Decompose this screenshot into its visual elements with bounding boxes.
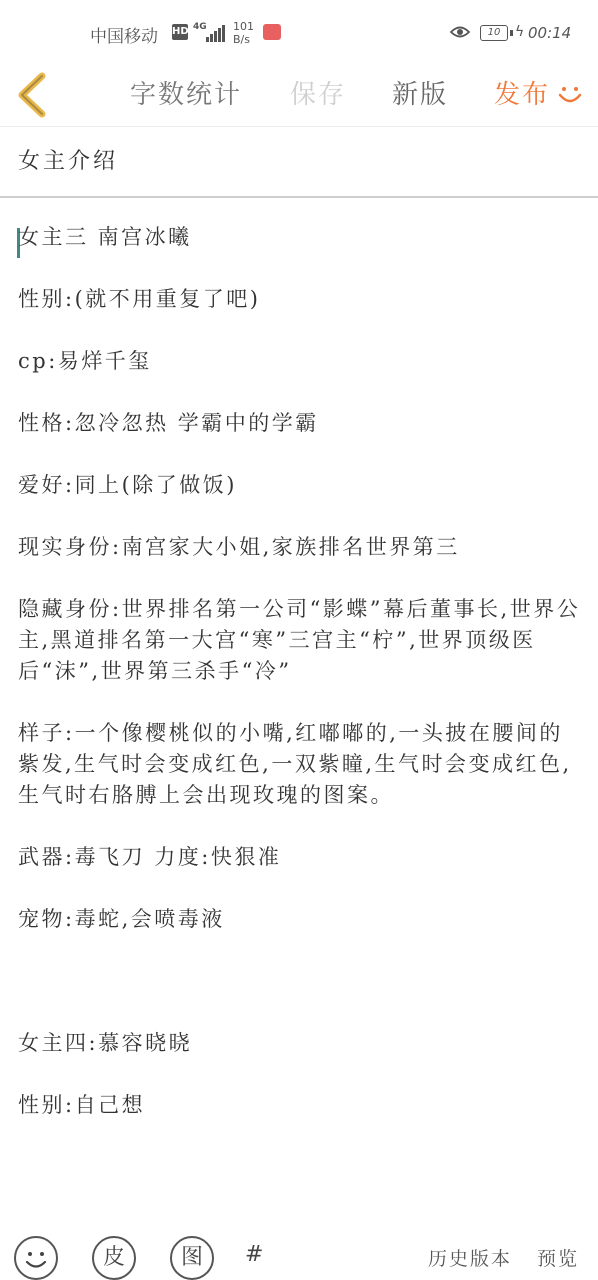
speed-value: 101	[233, 20, 254, 33]
body-line: 女主四:慕容晓晓	[18, 1031, 193, 1055]
emoji-icon[interactable]	[14, 1236, 58, 1280]
chapter-body-editor[interactable]	[18, 222, 584, 1121]
body-line: 样子:一个像樱桃似的小嘴,红嘟嘟的,一头披在腰间的紫发,生气时会变成红色,一双紫瞳,生气时会变成红色,生气时右胳膊上会出现玫瑰的图案。	[18, 721, 572, 807]
new-version-button[interactable]: 新版	[392, 80, 449, 110]
publish-button[interactable]: 发布	[494, 80, 551, 110]
body-line: 现实身份:南宫家大小姐,家族排名世界第三	[18, 535, 460, 559]
history-versions-button[interactable]: 历史版本	[428, 1248, 513, 1270]
clock: 00:14	[528, 24, 572, 42]
word-count-button[interactable]: 字数统计	[130, 80, 243, 110]
carrier-name: 中国移动	[90, 27, 158, 47]
battery-icon: 10	[480, 25, 508, 41]
editor-toolbar	[0, 66, 598, 127]
body-line: 爱好:同上(除了做饭)	[18, 473, 237, 497]
preview-button[interactable]: 预览	[537, 1248, 580, 1270]
network-speed	[233, 20, 254, 46]
speed-unit: B/s	[233, 33, 250, 46]
body-line: 隐藏身份:世界排名第一公司“影蝶”幕后董事长,世界公主,黑道排名第一大宫“寒”三宫主“柠”,世界顶级医后“沫”,世界第三杀手“冷”	[18, 597, 581, 683]
title-divider	[0, 196, 598, 198]
smile-icon[interactable]	[556, 80, 584, 108]
body-line: 宠物:毒蛇,会喷毒液	[18, 907, 225, 931]
status-bar	[0, 0, 598, 66]
eye-comfort-icon	[450, 25, 470, 39]
chevron-left-icon[interactable]	[14, 72, 50, 118]
body-line: cp:易烊千玺	[18, 349, 152, 373]
signal-icon	[206, 24, 226, 42]
body-line: 武器:毒飞刀 力度:快狠准	[18, 845, 282, 869]
hashtag-button[interactable]: #	[245, 1242, 264, 1267]
body-line: 性别:自己想	[18, 1093, 146, 1117]
body-line: 女主三 南宫冰曦	[18, 225, 192, 249]
hd-badge: HD	[172, 24, 188, 40]
notification-app-icon	[263, 24, 281, 40]
chapter-title-field[interactable]: 女主介绍	[18, 149, 119, 174]
charging-icon: ϟ	[515, 24, 525, 40]
battery-tip	[510, 30, 513, 36]
insert-image-button[interactable]: 图	[170, 1236, 214, 1280]
save-button[interactable]: 保存	[290, 80, 347, 110]
network-type: 4G	[193, 22, 207, 32]
body-line: 性别:(就不用重复了吧)	[18, 287, 261, 311]
bottom-toolbar	[0, 1228, 598, 1280]
body-line: 性格:忽冷忽热 学霸中的学霸	[18, 411, 319, 435]
skin-button[interactable]: 皮	[92, 1236, 136, 1280]
